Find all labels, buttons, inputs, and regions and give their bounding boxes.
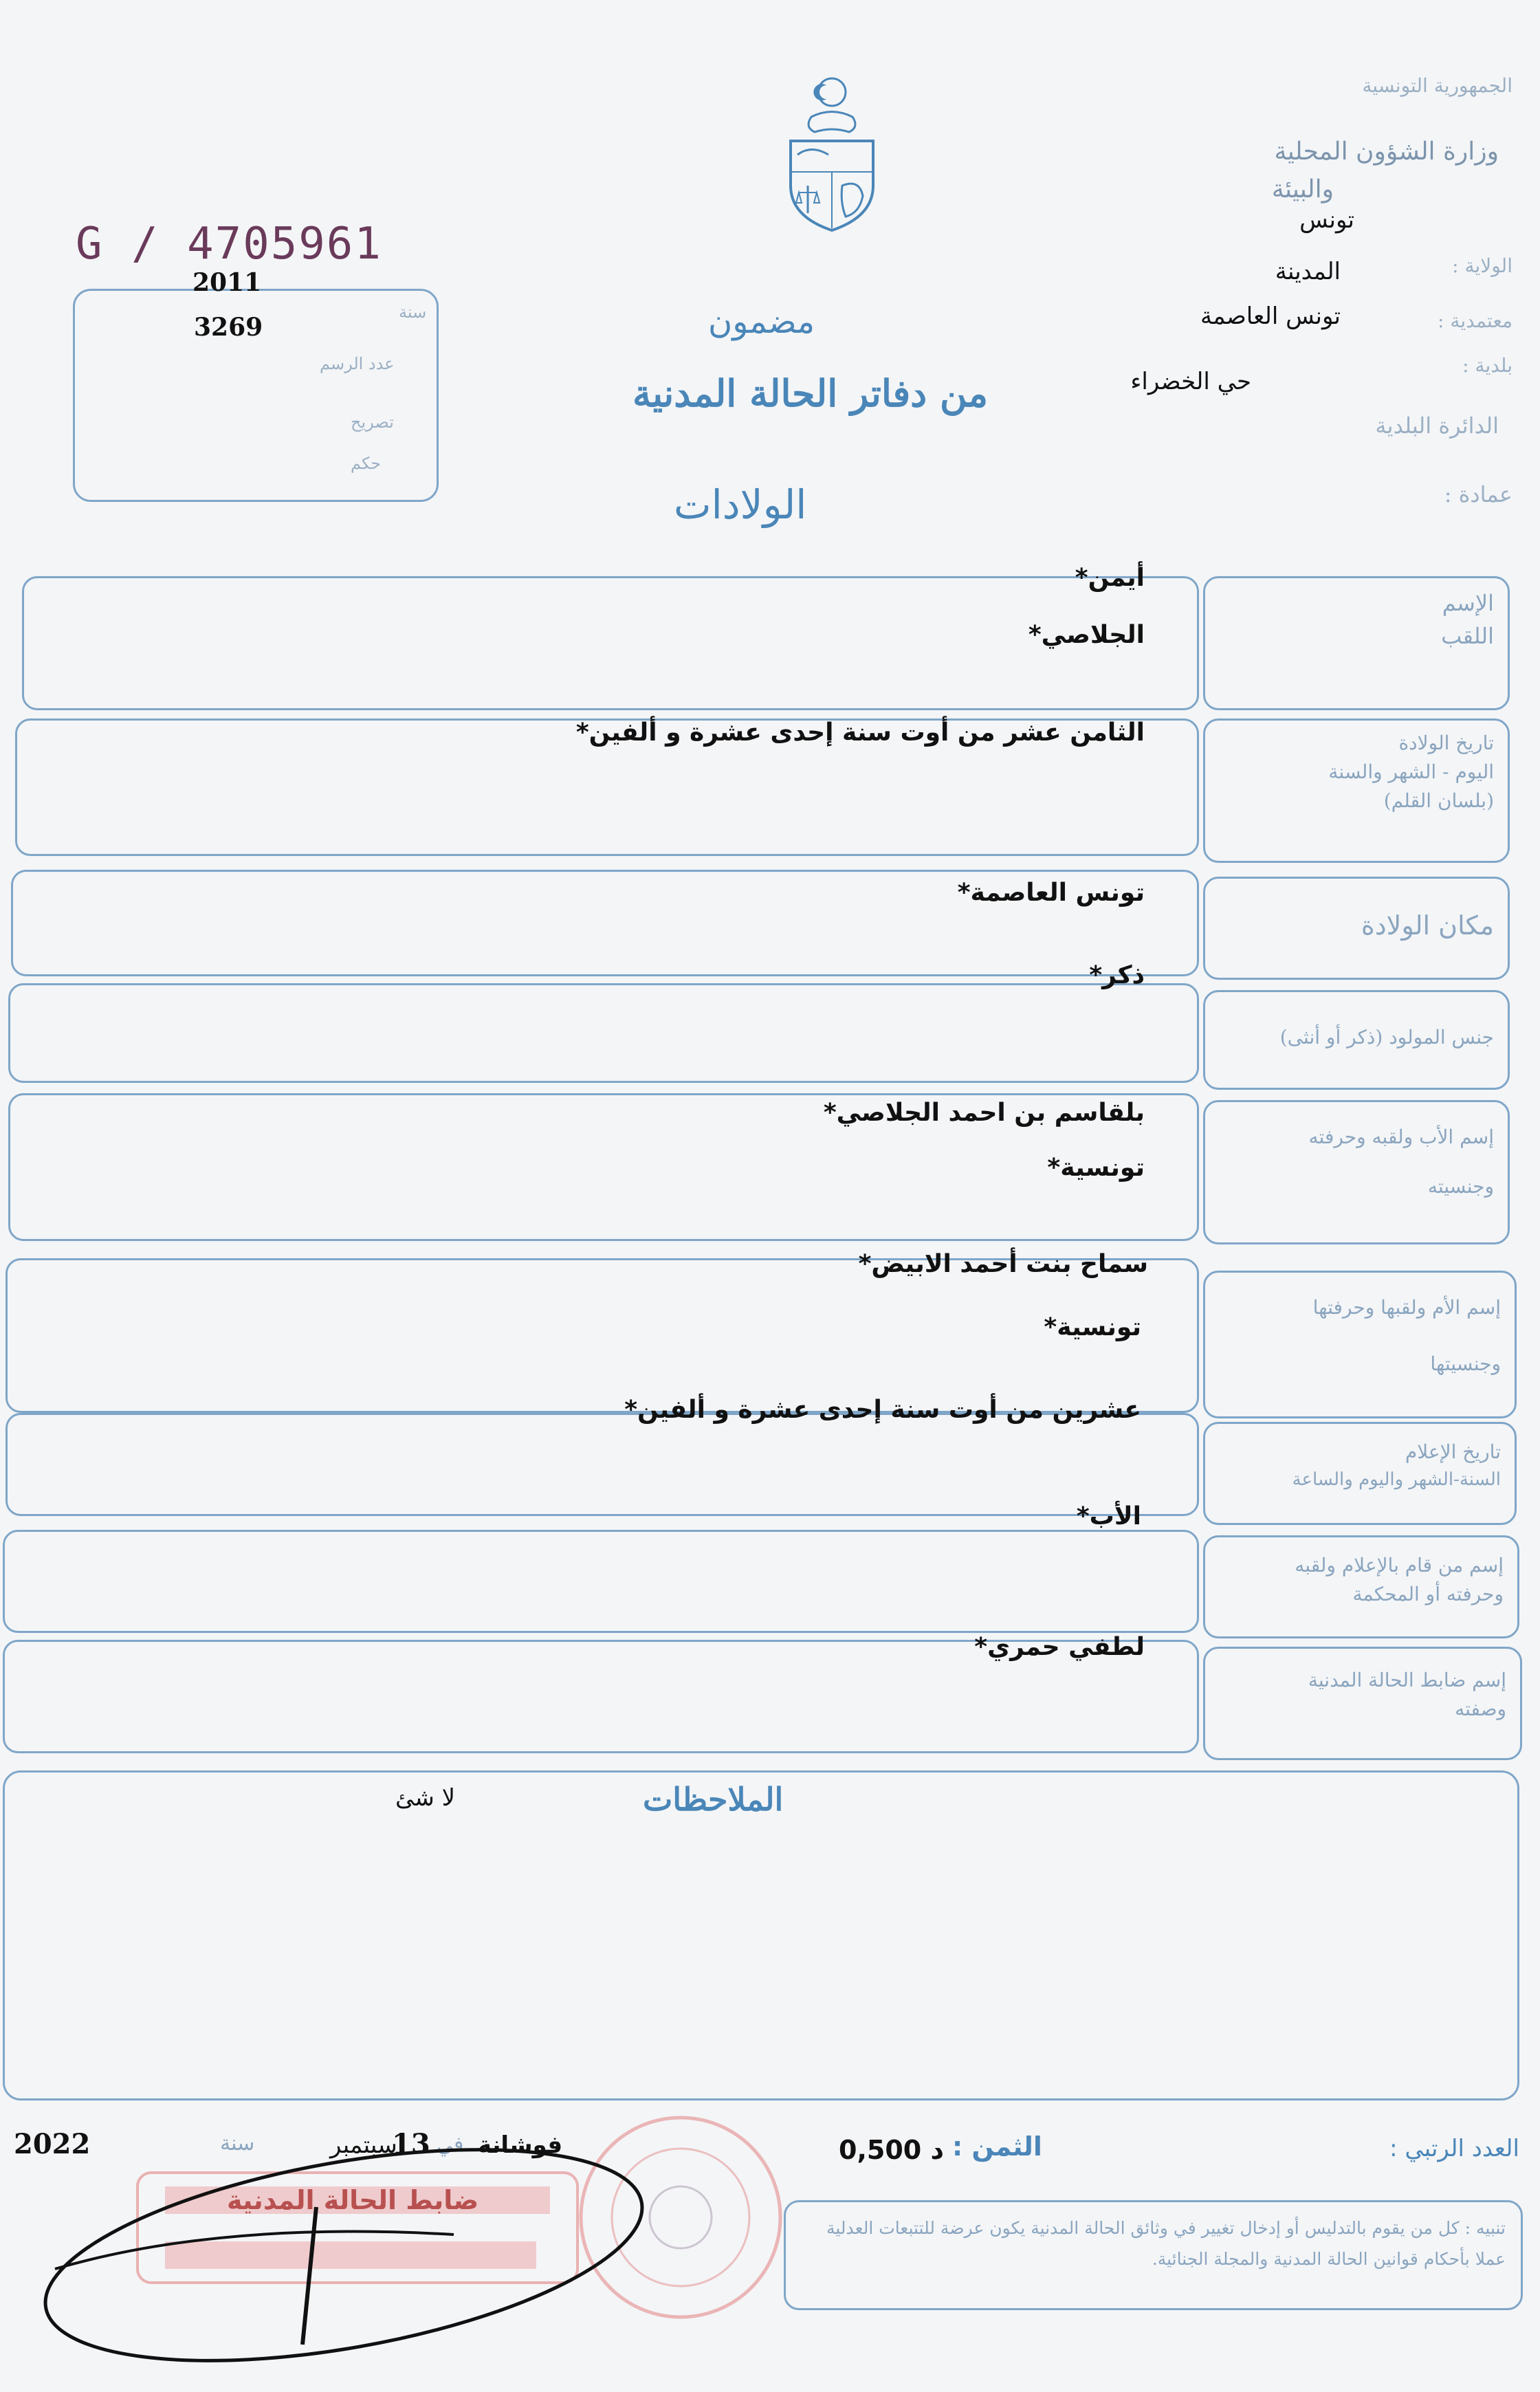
footer-month: سبتمبر xyxy=(330,2131,397,2159)
footer-price-label: الثمن : xyxy=(952,2131,1042,2162)
row-declarant-label-1: إسم من قام بالإعلام ولقبه xyxy=(1295,1554,1504,1577)
row-name-label-1: الإسم xyxy=(1442,590,1494,616)
baladiya-value: تونس العاصمة xyxy=(1200,303,1341,330)
row-declarant-value-box xyxy=(3,1530,1199,1633)
row-sex-label-box xyxy=(1203,990,1510,1090)
baladiya-label: بلدية : xyxy=(1462,354,1512,377)
row-declaration-date-value-box xyxy=(6,1413,1199,1516)
register-declaration-label: تصريح xyxy=(351,413,394,432)
footer-officer-label: ضابط الحالة المدنية xyxy=(227,2185,479,2215)
row-name-value-2: الجلاصي* xyxy=(1028,621,1145,649)
serial-number: G / 4705961 xyxy=(76,219,382,270)
row-name-value-box xyxy=(22,576,1199,710)
republic-label: الجمهورية التونسية xyxy=(1362,74,1512,97)
row-declaration-date-label-1: تاريخ الإعلام xyxy=(1405,1440,1501,1463)
tunisia-coat-of-arms-emblem xyxy=(777,76,887,234)
row-birth-date-label-2: اليوم - الشهر والسنة xyxy=(1328,760,1494,783)
row-declarant-label-box xyxy=(1203,1535,1519,1638)
daira-label: الدائرة البلدية xyxy=(1375,413,1499,439)
row-mother-label-box xyxy=(1203,1271,1517,1418)
row-father-value-1: بلقاسم بن احمد الجلاصي* xyxy=(823,1099,1145,1127)
row-officer-value-1: لطفي حمري* xyxy=(974,1633,1145,1661)
row-officer-label-2: وصفته xyxy=(1455,1698,1506,1720)
doc-title-line3: الولادات xyxy=(674,481,807,528)
row-declaration-date-label-box xyxy=(1203,1422,1517,1525)
row-father-value-2: تونسية* xyxy=(1047,1154,1145,1182)
row-declaration-date-value-1: عشرين من أوت سنة إحدى عشرة و ألفين* xyxy=(624,1396,1141,1424)
footer-in-label: في xyxy=(437,2133,464,2157)
register-year-label: سنة xyxy=(399,303,427,322)
row-declarant-value-1: الأب* xyxy=(1076,1502,1141,1530)
row-mother-value-1: سماح بنت أحمد الابيض* xyxy=(858,1250,1148,1278)
footer-year-label: سنة xyxy=(220,2131,255,2155)
mutamadiya-label: معتمدية : xyxy=(1438,309,1512,332)
row-father-label-2: وجنسيته xyxy=(1427,1175,1494,1198)
footer-serial-label: العدد الرتبي : xyxy=(1389,2135,1519,2162)
footer-price-value: 0,500 د xyxy=(839,2135,944,2165)
row-declarant-label-2: وحرفته أو المحكمة xyxy=(1352,1583,1504,1605)
row-officer-label-box xyxy=(1203,1647,1522,1760)
signature-drawing xyxy=(14,2138,701,2386)
row-birth-date-label-1: تاريخ الولادة xyxy=(1398,732,1494,754)
register-judgment-label: حكم xyxy=(351,454,382,473)
remarks-title: الملاحظات xyxy=(643,1781,784,1818)
wilaya-label: الولاية : xyxy=(1452,254,1512,277)
remarks-box xyxy=(3,1770,1519,2100)
row-birth-place-label-1: مكان الولادة xyxy=(1361,910,1494,941)
footer-place: فوشانة xyxy=(478,2131,563,2159)
remarks-value: لا شئ xyxy=(395,1784,456,1812)
row-mother-value-2: تونسية* xyxy=(1044,1313,1141,1341)
register-year-value: 2011 xyxy=(192,268,262,297)
row-father-label-1: إسم الأب ولقبه وحرفته xyxy=(1308,1126,1494,1148)
row-birth-place-value-1: تونس العاصمة* xyxy=(957,879,1145,907)
register-number-value: 3269 xyxy=(194,313,263,342)
ministry-line1: وزارة الشؤون المحلية xyxy=(1274,138,1499,166)
row-sex-label-1: جنس المولود (ذكر أو أنثى) xyxy=(1279,1026,1494,1049)
footer-day: 13 xyxy=(392,2128,430,2160)
row-mother-value-box xyxy=(6,1258,1199,1413)
ministry-line2: والبيئة xyxy=(1271,175,1334,204)
mutamadiya-value: المدينة xyxy=(1275,258,1341,285)
daira-value: حي الخضراء xyxy=(1130,368,1251,395)
row-declaration-date-label-2: السنة-الشهر واليوم والساعة xyxy=(1292,1469,1501,1490)
row-mother-label-2: وجنسيتها xyxy=(1430,1352,1501,1375)
legal-notice-text: تنبيه : كل من يقوم بالتدليس أو إدخال تغيير في وثائق الحالة المدنية يكون عرضة للتتبعات العدلية عملا بأحكام قوانين الحالة المدنية والمجلة الجنائية. xyxy=(826,2218,1506,2269)
doc-title-line2: من دفاتر الحالة المدنية xyxy=(632,371,989,415)
row-mother-label-1: إسم الأم ولقبها وحرفتها xyxy=(1312,1296,1501,1319)
row-sex-value-1: ذكر* xyxy=(1089,961,1145,989)
footer-year-value: 2022 xyxy=(14,2128,91,2160)
row-birth-date-label-box xyxy=(1203,718,1510,863)
row-father-label-box xyxy=(1203,1100,1510,1244)
imada-label: عمادة : xyxy=(1444,481,1512,507)
row-birth-date-label-3: (بلسان القلم) xyxy=(1383,789,1494,812)
row-birth-date-value-1: الثامن عشر من أوت سنة إحدى عشرة و ألفين* xyxy=(575,718,1145,747)
row-officer-label-1: إسم ضابط الحالة المدنية xyxy=(1308,1669,1506,1691)
doc-title-line1: مضمون xyxy=(708,303,815,341)
row-name-label-box xyxy=(1203,576,1510,710)
row-name-label-2: اللقب xyxy=(1441,623,1494,649)
wilaya-value: تونس xyxy=(1299,206,1354,234)
row-birth-place-label-box xyxy=(1203,877,1510,980)
register-number-label: عدد الرسم xyxy=(320,354,395,373)
row-name-value-1: أيمن* xyxy=(1075,564,1145,592)
row-sex-value-box xyxy=(8,983,1199,1083)
